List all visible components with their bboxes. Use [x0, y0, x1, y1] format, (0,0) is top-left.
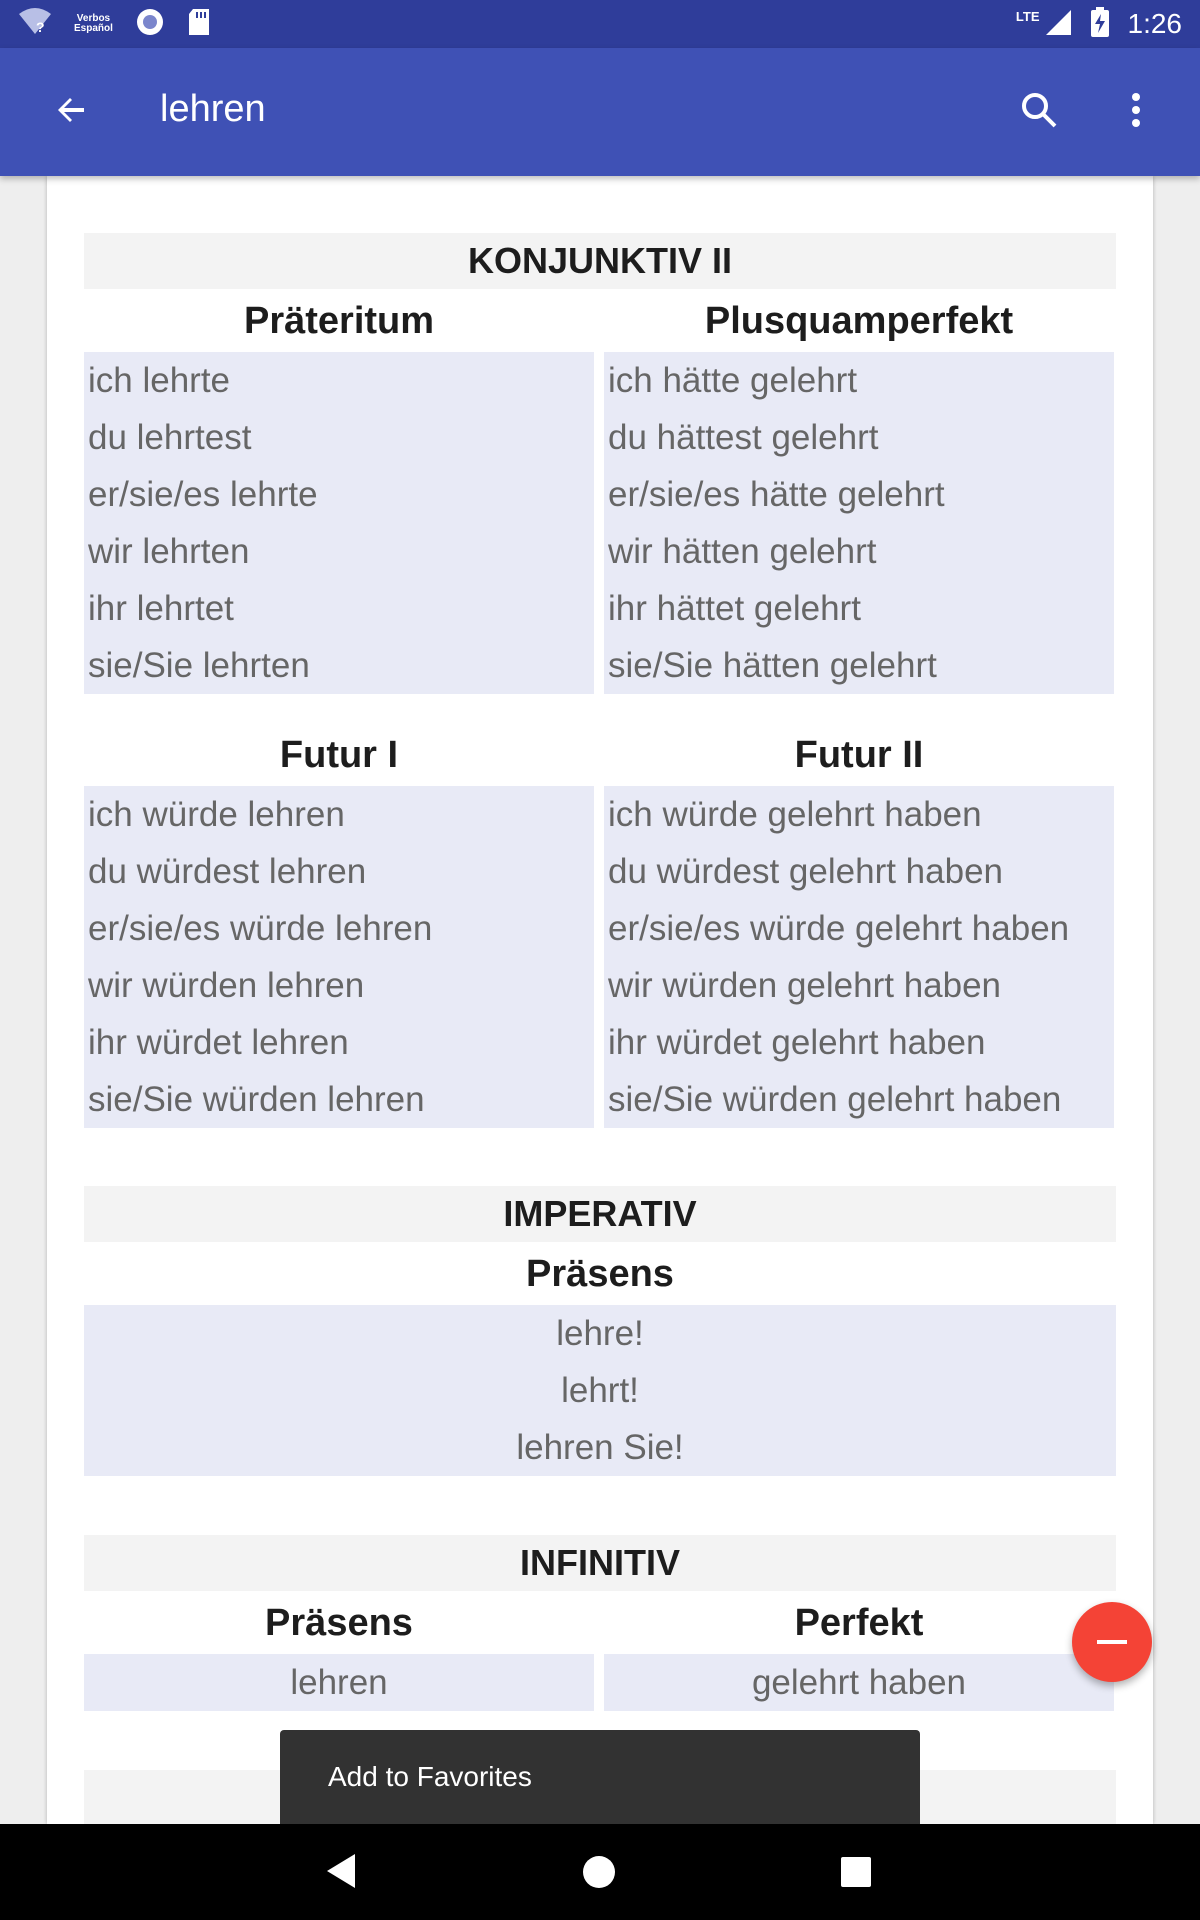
conjugation-form: lehre! — [556, 1314, 644, 1353]
conjugation-form: du hättest gelehrt — [608, 418, 879, 457]
forms-futur2 — [604, 786, 1114, 1128]
nav-back-icon[interactable] — [325, 1852, 357, 1895]
conjugation-form: ich würde gelehrt haben — [608, 795, 982, 834]
app-bar — [0, 48, 1200, 176]
forms-plusquamperfekt — [604, 352, 1114, 694]
conjugation-form: ihr hättet gelehrt — [608, 589, 861, 628]
tense-heading-infinitiv-perfekt: Perfekt — [794, 1602, 924, 1644]
conjugation-form: er/sie/es würde lehren — [88, 909, 433, 948]
forms-imperativ — [84, 1305, 1116, 1476]
search-button[interactable] — [1003, 76, 1075, 148]
remove-icon — [1097, 1640, 1127, 1644]
conjugation-form: lehren Sie! — [516, 1428, 684, 1467]
conjugation-form: ihr würdet lehren — [88, 1023, 349, 1062]
app-badge-line1: Verbos — [76, 13, 111, 24]
conjugation-form: gelehrt haben — [751, 1663, 967, 1702]
record-icon — [135, 7, 165, 42]
conjugation-form: ihr lehrtet — [88, 589, 234, 628]
conjugation-form: er/sie/es lehrte — [88, 475, 318, 514]
conjugation-form: du würdest lehren — [88, 852, 367, 891]
forms-infinitiv-praesens — [84, 1654, 594, 1711]
tense-heading-futur1: Futur I — [279, 734, 399, 776]
remove-favorite-button[interactable] — [1072, 1602, 1152, 1682]
conjugation-form: er/sie/es hätte gelehrt — [608, 475, 945, 514]
section-heading-infinitiv: INFINITIV — [84, 1535, 1116, 1591]
conjugation-form: ich hätte gelehrt — [608, 361, 858, 400]
tense-heading-imperativ-praesens: Präsens — [526, 1253, 674, 1295]
conjugation-form: er/sie/es würde gelehrt haben — [608, 909, 1070, 948]
conjugation-form: du lehrtest — [88, 418, 252, 457]
section-heading-konjunktiv: KONJUNKTIV II — [84, 233, 1116, 289]
conjugation-form: wir hätten gelehrt — [608, 532, 877, 571]
tense-heading-praeteritum: Präteritum — [243, 300, 435, 342]
app-badge-icon — [74, 14, 113, 34]
search-icon — [1020, 91, 1058, 134]
conjugation-form: wir lehrten — [88, 532, 250, 571]
status-bar — [0, 0, 1200, 48]
forms-infinitiv-perfekt — [604, 1654, 1114, 1711]
app-badge-line2: Español — [74, 23, 113, 34]
battery-icon — [1090, 7, 1110, 42]
tense-heading-futur2: Futur II — [794, 734, 924, 776]
back-arrow-icon — [54, 92, 90, 133]
conjugation-form: sie/Sie lehrten — [88, 646, 310, 685]
conjugation-form: ich würde lehren — [88, 795, 345, 834]
network-type-label: LTE — [1015, 8, 1040, 24]
signal-icon — [1044, 8, 1072, 41]
svg-text:?: ? — [36, 18, 45, 35]
system-nav-bar — [0, 1824, 1200, 1920]
conjugation-form: du würdest gelehrt haben — [608, 852, 1003, 891]
conjugation-card[interactable] — [47, 176, 1153, 1824]
wifi-icon — [18, 8, 52, 41]
nav-home-icon[interactable] — [583, 1856, 615, 1888]
more-vert-icon — [1130, 92, 1142, 133]
snackbar-text: Add to Favorites — [328, 1761, 532, 1792]
forms-futur1 — [84, 786, 594, 1128]
nav-recents-icon[interactable] — [841, 1857, 871, 1887]
conjugation-form: sie/Sie würden lehren — [88, 1080, 425, 1119]
conjugation-form: ihr würdet gelehrt haben — [608, 1023, 986, 1062]
conjugation-form: wir würden lehren — [88, 966, 365, 1005]
conjugation-form: wir würden gelehrt haben — [608, 966, 1002, 1005]
back-button[interactable] — [36, 76, 108, 148]
more-options-button[interactable] — [1100, 76, 1172, 148]
snackbar — [280, 1730, 920, 1824]
sd-card-icon — [187, 8, 211, 41]
conjugation-form: sie/Sie hätten gelehrt — [608, 646, 937, 685]
section-heading-imperativ: IMPERATIV — [84, 1186, 1116, 1242]
forms-praeteritum — [84, 352, 594, 694]
conjugation-form: sie/Sie würden gelehrt haben — [608, 1080, 1062, 1119]
conjugation-form: ich lehrte — [88, 361, 231, 400]
conjugation-form: lehrt! — [561, 1371, 639, 1410]
status-time: 1:26 — [1127, 8, 1182, 39]
page-title: lehren — [160, 88, 266, 130]
conjugation-form: lehren — [290, 1663, 388, 1702]
tense-heading-infinitiv-praesens: Präsens — [265, 1602, 413, 1644]
tense-heading-plusquamperfekt: Plusquamperfekt — [704, 300, 1014, 342]
